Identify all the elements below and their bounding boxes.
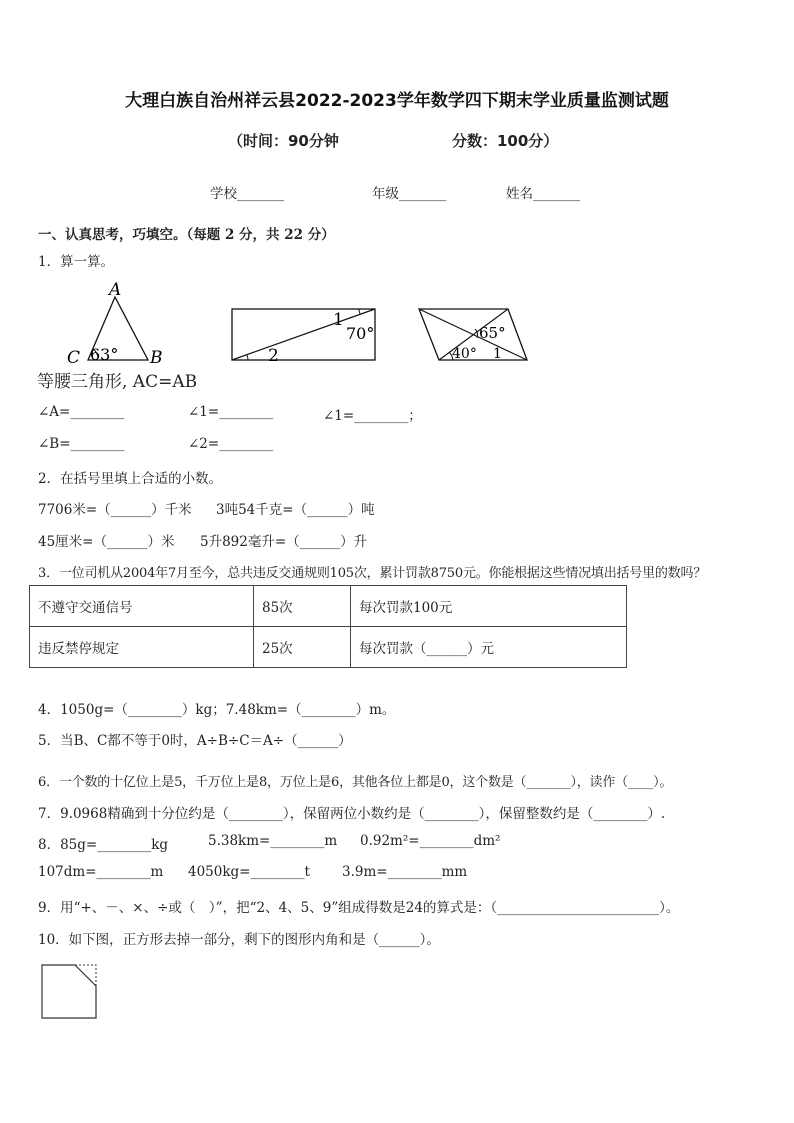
- q3-text: 3．一位司机从2004年7月至今，总共违反交通规则105次，累计罚款8750元。你能根据这些情况填出括号里的数吗？: [38, 566, 707, 581]
- q2-row1-a: 7706米=（______）千米: [38, 502, 192, 518]
- q2-row1-b: 3吨54千克=（______）吨: [216, 502, 375, 518]
- triangle-figure: [60, 280, 210, 370]
- q8-row1-a: 8．85g=________kg: [38, 837, 169, 853]
- angle-70-label: 70°: [346, 324, 375, 343]
- q1-row2-a: ∠B=________: [38, 436, 125, 452]
- angle-1-label-2: 1: [493, 346, 502, 362]
- q2-row2-a: 45厘米=（______）米: [38, 534, 175, 550]
- angle-40-label: 40°: [452, 346, 477, 362]
- school-field: 学校_______: [210, 186, 285, 202]
- q6-text: 6．一个数的十亿位上是5，千万位上是8，万位上是6，其他各位上都是0，这个数是（_______），读作（____）。: [38, 775, 673, 790]
- q8-row2-a: 107dm=________m: [38, 864, 164, 880]
- table-cell: 每次罚款（______）元: [351, 627, 627, 668]
- q1-row1-a: ∠A=________: [38, 404, 125, 420]
- q8-row1-c: 0.92m²=________dm²: [360, 833, 501, 849]
- grade-field: 年级_______: [372, 186, 447, 202]
- table-cell: 不遵守交通信号: [30, 586, 254, 627]
- name-field: 姓名_______: [506, 186, 581, 202]
- q1-row2-b: ∠2=________: [188, 436, 274, 452]
- angle-1-label: 1: [333, 310, 344, 330]
- table-cell: 违反禁停规定: [30, 627, 254, 668]
- angle-c-label: 63°: [90, 345, 119, 364]
- exam-score: 分数：100分）: [452, 132, 559, 150]
- q1-text: 1．算一算。: [38, 254, 115, 270]
- parallelogram-figure: [415, 300, 535, 370]
- q9-text: 9．用“+、－、×、÷或（ ）”，把“2、4、5、9”组成得数是24的算式是：（________________________）。: [38, 900, 680, 916]
- table-cell: 每次罚款100元: [351, 586, 627, 627]
- fine-table: [29, 585, 627, 668]
- q8-row2-b: 4050kg=________t: [188, 864, 310, 880]
- cut-square-shape: [42, 965, 96, 1018]
- table-row: [30, 586, 627, 627]
- triangle-caption: 等腰三角形, AC=AB: [37, 372, 198, 392]
- q5-text: 5．当B、C都不等于0时，A÷B÷C＝A÷（______）: [38, 733, 352, 749]
- page-title: 大理白族自治州祥云县2022-2023学年数学四下期末学业质量监测试题: [125, 91, 669, 111]
- section-heading: 一、认真思考，巧填空。（每题 2 分，共 22 分）: [38, 227, 335, 243]
- angle-2-label: 2: [268, 346, 279, 366]
- q10-text: 10．如下图，正方形去掉一部分，剩下的图形内角和是（______）。: [38, 932, 440, 948]
- angle-65-label: 65°: [479, 324, 506, 342]
- q2-row2-b: 5升892毫升=（______）升: [200, 534, 368, 550]
- table-cell: 85次: [254, 586, 351, 627]
- q4-text: 4．1050g=（________）kg；7.48km=（________）m。: [38, 702, 396, 718]
- q7-text: 7．9.0968精确到十分位约是（________），保留两位小数约是（________），保留整数约是（________）.: [38, 806, 666, 822]
- table-row: [30, 627, 627, 668]
- q1-row1-b: ∠1=________: [188, 404, 274, 420]
- vertex-c-label: C: [67, 348, 81, 368]
- table-cell: 25次: [254, 627, 351, 668]
- q1-row1-c: ∠1=________；: [323, 408, 422, 424]
- q8-row2-c: 3.9m=________mm: [342, 864, 468, 880]
- vertex-a-label: A: [109, 280, 122, 300]
- exam-time: （时间：90分钟: [228, 132, 339, 150]
- vertex-b-label: B: [150, 348, 163, 368]
- rectangle-figure: [228, 300, 383, 370]
- q8-row1-b: 5.38km=________m: [208, 833, 338, 849]
- q2-text: 2．在括号里填上合适的小数。: [38, 471, 223, 487]
- cut-square-figure: [38, 962, 104, 1024]
